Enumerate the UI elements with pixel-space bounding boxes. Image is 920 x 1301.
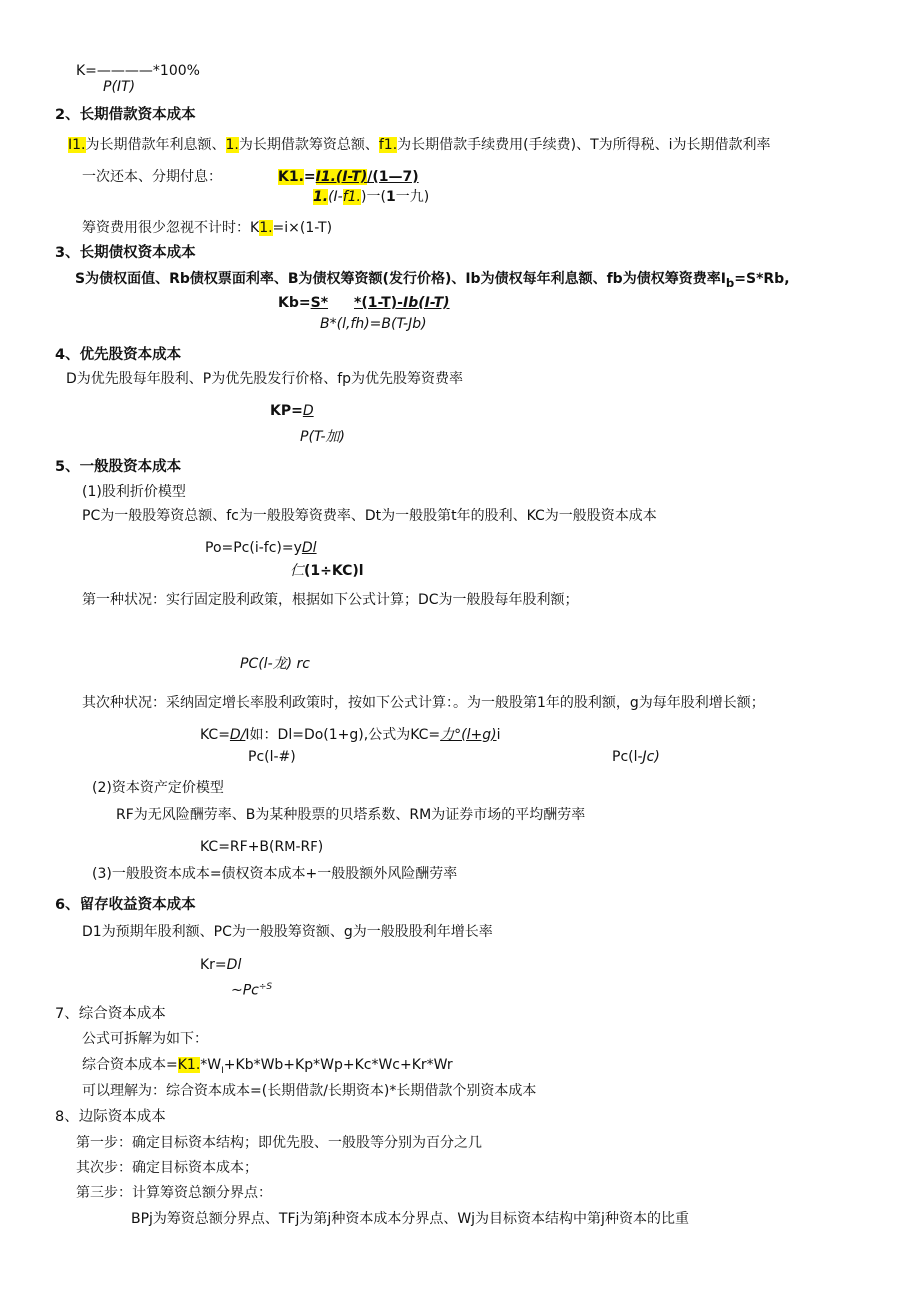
kb-num: *(1-T)- <box>354 295 403 311</box>
def-text: 为长期借款年利息额、 <box>85 137 226 153</box>
highlight-k1: K1. <box>278 169 304 185</box>
section-3-title: 3、长期债权资本成本 <box>55 245 196 261</box>
section-5-title: 5、一般股资本成本 <box>55 459 182 475</box>
formula-kc-denominator-1: Pc(l-#) <box>248 749 296 765</box>
case-1-text: 第一种状况：实行固定股利政策，根据如下公式计算；DC为一般股每年股利额； <box>82 592 579 608</box>
step-3: 第三步：计算筹资总额分界点： <box>76 1185 272 1201</box>
formula-k-denominator: P(IT) <box>103 79 136 95</box>
case-2-text: 其次种状况：采纳固定增长率股利政策时，按如下公式计算：。为一般股第1年的股利额，g为每年股利增长额； <box>82 695 765 711</box>
highlight-l1-den: 1. <box>313 189 329 205</box>
capm-definitions: RF为无风险酬劳率、B为某种股票的贝塔系数、RM为证券市场的平均酬劳率 <box>116 807 586 823</box>
highlight-i1: I1. <box>68 137 86 153</box>
formula-po-denominator <box>290 562 364 580</box>
den-text: (I- <box>328 189 343 205</box>
section-2-definitions <box>68 136 771 154</box>
ignore-text: 筹资费用很少忽视不计时：K <box>82 220 260 236</box>
kc-tail: i <box>496 727 501 743</box>
section-7-title: 7、综合资本成本 <box>55 1006 166 1022</box>
capm-part: ) <box>317 839 324 855</box>
capm-part: KC=RF+B(R <box>200 839 285 855</box>
kc-num2: 力°(l+g) <box>440 727 497 743</box>
formula-kc-growth <box>200 726 500 744</box>
kc-den: Jc) <box>642 749 660 765</box>
den-text: 一九) <box>395 189 430 205</box>
dividend-model-definitions: PC为一般股筹资总额、fc为一般股筹资费率、Dt为一般股第t年的股利、KC为一般股资本成本 <box>82 508 657 524</box>
highlight-f1-den: f1. <box>342 189 362 205</box>
case-1-formula: PC(l-龙) rc <box>240 656 310 672</box>
def-text: 为长期借款手续费用(手续费)、T为所得税、i为长期借款利率 <box>397 137 771 153</box>
section-8-title: 8、边际资本成本 <box>55 1109 166 1125</box>
po-den: 仁 <box>290 563 304 579</box>
def-text: 为长期借款筹资总额、 <box>238 137 379 153</box>
section-2-title: 2、长期借款资本成本 <box>55 107 196 123</box>
highlight-k1-sub: 1. <box>259 220 273 236</box>
kb-num: Ib(I-T) <box>403 295 450 311</box>
formula-kr <box>200 956 241 974</box>
wacc-part: *W <box>200 1057 222 1073</box>
def-text: S为债权面值、Rb债权票面利率、B为债权筹资额(发行价格)、Ib为债权每年利息额、fb为债权筹资费率I <box>75 271 726 287</box>
kc-mid: I如：Dl=Do(1+g),公式为KC= <box>245 727 441 743</box>
formula-kc-denominator-2 <box>612 748 660 766</box>
formula-k1-denominator <box>313 188 429 206</box>
highlight-i1-term: I1.(I-T) <box>315 169 368 185</box>
wacc-part: +Kb*Wb+Kp*Wp+Kc*Wc+Kr*Wr <box>223 1057 453 1073</box>
dividend-model-title: (1)股利折价模型 <box>82 484 186 500</box>
den-text: )一( <box>361 189 386 205</box>
capm-part: -R <box>295 839 311 855</box>
kr-den: ~Pc <box>231 982 259 999</box>
formula-tail: /(1—7) <box>367 169 419 185</box>
section-6-title: 6、留存收益资本成本 <box>55 897 196 913</box>
section-4-definitions: D为优先股每年股利、P为优先股发行价格、fp为优先股筹资费率 <box>66 371 464 387</box>
ignore-text: =i×(1-T) <box>272 220 333 236</box>
step-2: 其次步：确定目标资本成本； <box>76 1160 258 1176</box>
sub-b: b <box>725 275 735 290</box>
kc-num: D/ <box>229 727 246 743</box>
formula-kb-denominator: B*(l,fh)=B(T-Jb) <box>320 316 427 332</box>
section-7-formula <box>82 1056 453 1080</box>
section-7-line-1: 公式可拆解为如下： <box>82 1031 208 1047</box>
kp-left: KP= <box>270 403 303 419</box>
section-3-definitions <box>75 270 790 292</box>
kr-den-sup: ÷S <box>258 982 273 992</box>
formula-kr-denominator <box>231 978 272 1000</box>
formula-k1 <box>278 168 419 186</box>
highlight-f1: f1. <box>378 137 398 153</box>
section-8-definitions: BPj为筹资总额分界点、TFj为第j种资本成本分界点、Wj为目标资本结构中第j种资本的比重 <box>131 1211 689 1227</box>
step-1: 第一步：确定目标资本结构；即优先股、一般股等分别为百分之几 <box>76 1135 482 1151</box>
highlight-l1: 1. <box>225 137 239 153</box>
capm-model-title: (2)资本资产定价模型 <box>92 780 224 796</box>
kr-left: Kr= <box>200 957 227 973</box>
wacc-sub: I <box>221 1065 224 1076</box>
equals: = <box>303 169 316 185</box>
den-text: 1 <box>385 189 396 205</box>
po-num: Dl <box>301 540 317 556</box>
po-den: (1÷KC)l <box>304 563 364 579</box>
def-text: =S*Rb, <box>734 271 790 287</box>
kr-num: Dl <box>226 957 242 973</box>
once-repay-label: 一次还本、分期付息： <box>82 169 222 185</box>
highlight-k1-wacc: K1. <box>177 1057 201 1073</box>
formula-kp <box>270 402 314 420</box>
formula-kb <box>278 294 450 312</box>
formula-k-numerator: K=————*100% <box>76 63 200 79</box>
formula-po <box>205 539 317 557</box>
po-left: Po=Pc(i-fc)=y <box>205 540 302 556</box>
wacc-left: 综合资本成本= <box>82 1057 178 1073</box>
kp-num: D <box>302 403 314 419</box>
equity-risk-premium-model: (3)一般股资本成本=债权资本成本+一般股额外风险酬劳率 <box>92 866 458 882</box>
capm-sub-f: F <box>310 840 318 855</box>
section-7-line-3: 可以理解为：综合资本成本=(长期借款/长期资本)*长期借款个别资本成本 <box>82 1083 537 1099</box>
capm-formula <box>200 838 323 857</box>
section-6-definitions: D1为预期年股利额、PC为一般股筹资额、g为一般股股利年增长率 <box>82 924 493 940</box>
capm-sub-m: M <box>284 840 296 855</box>
kc-left: KC= <box>200 727 230 743</box>
kc-den: Pc(l- <box>612 749 643 765</box>
section-4-title: 4、优先股资本成本 <box>55 347 182 363</box>
formula-kp-denominator: P(T-加) <box>300 429 345 445</box>
kb-num: S* <box>310 295 329 311</box>
ignore-fee-formula <box>82 219 332 237</box>
kb-left: Kb= <box>278 295 311 311</box>
